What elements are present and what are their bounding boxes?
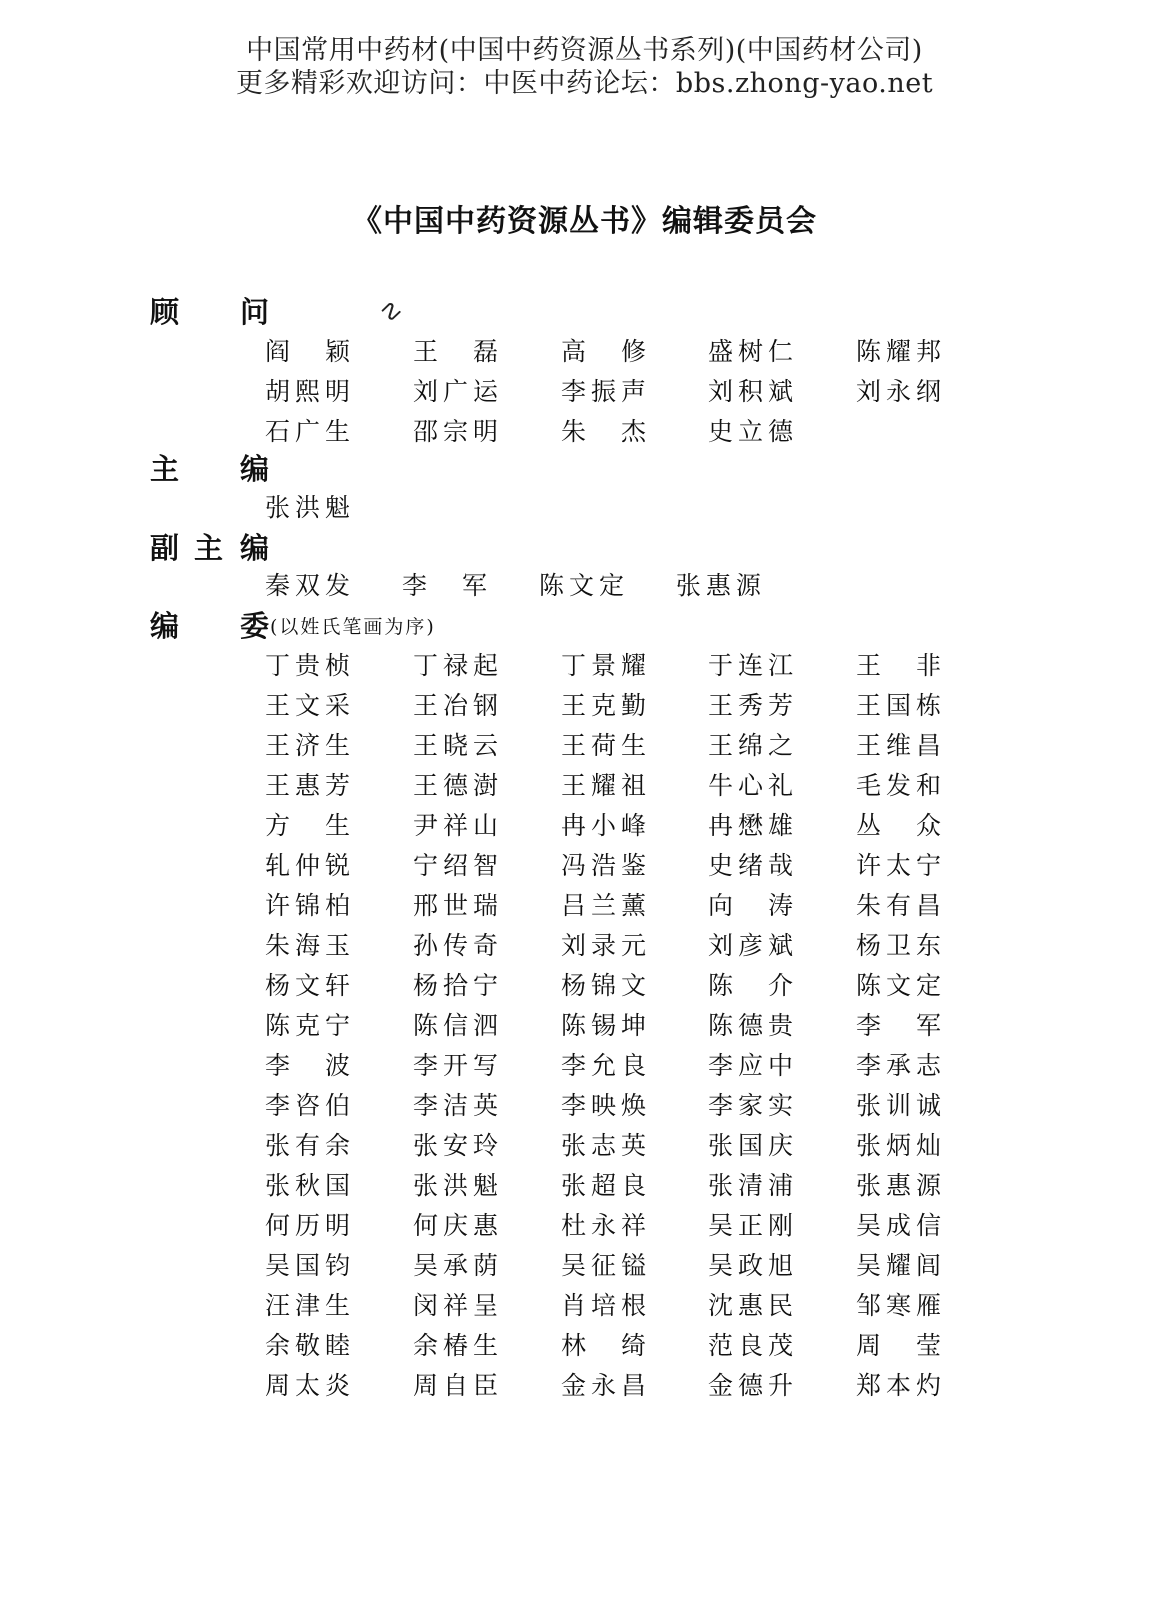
member-name: 李开写 bbox=[413, 1051, 504, 1080]
member-name: 陈耀邦 bbox=[856, 337, 947, 366]
member-name: 李洁英 bbox=[413, 1091, 504, 1120]
member-name: 王秀芳 bbox=[708, 691, 799, 720]
member-name: 张训诚 bbox=[856, 1091, 947, 1120]
member-name: 张洪魁 bbox=[413, 1171, 504, 1200]
member-name: 宁绍智 bbox=[413, 851, 504, 880]
member-name: 陈信泗 bbox=[413, 1011, 504, 1040]
member-name: 刘录元 bbox=[561, 931, 652, 960]
member-name: 张洪魁 bbox=[265, 493, 356, 522]
member-name: 张国庆 bbox=[708, 1131, 799, 1160]
member-name: 石广生 bbox=[265, 417, 356, 446]
member-name: 李振声 bbox=[561, 377, 652, 406]
member-name: 陈锡坤 bbox=[561, 1011, 652, 1040]
member-name: 张惠源 bbox=[856, 1171, 947, 1200]
member-name: 何庆惠 bbox=[413, 1211, 504, 1240]
member-name: 王晓云 bbox=[413, 731, 504, 760]
member-name: 张志英 bbox=[561, 1131, 652, 1160]
member-name: 许太宁 bbox=[856, 851, 947, 880]
member-name: 杨拾宁 bbox=[413, 971, 504, 1000]
member-name: 朱 杰 bbox=[561, 417, 652, 446]
heading-char: 编 bbox=[150, 609, 180, 643]
member-name: 许锦柏 bbox=[265, 891, 356, 920]
member-name: 李 波 bbox=[265, 1051, 356, 1080]
member-name: 朱有昌 bbox=[856, 891, 947, 920]
member-name: 牛心礼 bbox=[708, 771, 799, 800]
member-name: 李承志 bbox=[856, 1051, 947, 1080]
member-name: 吴正刚 bbox=[708, 1211, 799, 1240]
member-name: 杨锦文 bbox=[561, 971, 652, 1000]
member-name: 丁贵桢 bbox=[265, 651, 356, 680]
member-name: 张惠源 bbox=[675, 571, 766, 600]
member-name: 陈克宁 bbox=[265, 1011, 356, 1040]
member-name: 张秋国 bbox=[265, 1171, 356, 1200]
member-name: 王德澍 bbox=[413, 771, 504, 800]
member-name: 刘积斌 bbox=[708, 377, 799, 406]
member-name: 李家实 bbox=[708, 1091, 799, 1120]
heading-char: 主 bbox=[194, 531, 224, 565]
member-name: 吴承荫 bbox=[413, 1251, 504, 1280]
member-name: 陈文定 bbox=[538, 571, 629, 600]
member-name: 轧仲锐 bbox=[265, 851, 356, 880]
member-name: 李映焕 bbox=[561, 1091, 652, 1120]
member-name: 王荷生 bbox=[561, 731, 652, 760]
member-name: 于连江 bbox=[708, 651, 799, 680]
member-name: 王绵之 bbox=[708, 731, 799, 760]
member-name: 冯浩鉴 bbox=[561, 851, 652, 880]
page-title: 《中国中药资源丛书》编辑委员会 bbox=[352, 204, 817, 239]
member-name: 陈德贵 bbox=[708, 1011, 799, 1040]
member-name: 吴成信 bbox=[856, 1211, 947, 1240]
chief-editor-names bbox=[265, 488, 389, 524]
scan-mark-icon: ☡ bbox=[377, 296, 407, 329]
heading-char: 问 bbox=[240, 295, 270, 329]
member-name: 张清浦 bbox=[708, 1171, 799, 1200]
member-name: 范良茂 bbox=[708, 1331, 799, 1360]
member-name: 李 军 bbox=[401, 571, 492, 600]
member-name: 刘彦斌 bbox=[708, 931, 799, 960]
member-name: 孙传奇 bbox=[413, 931, 504, 960]
member-name: 何历明 bbox=[265, 1211, 356, 1240]
member-name: 盛树仁 bbox=[708, 337, 799, 366]
member-name: 金永昌 bbox=[561, 1371, 652, 1400]
member-name: 李咨伯 bbox=[265, 1091, 356, 1120]
member-name: 李允良 bbox=[561, 1051, 652, 1080]
member-name: 王维昌 bbox=[856, 731, 947, 760]
member-name: 冉懋雄 bbox=[708, 811, 799, 840]
ordering-note: (以姓氏笔画为序) bbox=[270, 616, 436, 638]
member-name: 尹祥山 bbox=[413, 811, 504, 840]
member-name: 秦双发 bbox=[265, 571, 356, 600]
member-name: 丁景耀 bbox=[561, 651, 652, 680]
header-line-1: 中国常用中药材(中国中药资源丛书系列)(中国药材公司) bbox=[246, 35, 923, 66]
member-name: 汪津生 bbox=[265, 1291, 356, 1320]
member-name: 肖培根 bbox=[561, 1291, 652, 1320]
member-name: 张有余 bbox=[265, 1131, 356, 1160]
member-name: 沈惠民 bbox=[708, 1291, 799, 1320]
member-name: 余椿生 bbox=[413, 1331, 504, 1360]
member-name: 邵宗明 bbox=[413, 417, 504, 446]
member-name: 王国栋 bbox=[856, 691, 947, 720]
member-name: 向 涛 bbox=[708, 891, 799, 920]
member-name: 周太炎 bbox=[265, 1371, 356, 1400]
member-name: 史立德 bbox=[708, 417, 799, 446]
member-name: 陈文定 bbox=[856, 971, 947, 1000]
member-name: 吴耀闾 bbox=[856, 1251, 947, 1280]
member-name: 张超良 bbox=[561, 1171, 652, 1200]
member-name: 周自臣 bbox=[413, 1371, 504, 1400]
member-name: 丛 众 bbox=[856, 811, 947, 840]
member-name: 张安玲 bbox=[413, 1131, 504, 1160]
member-name: 阎 颖 bbox=[265, 337, 356, 366]
member-name: 王济生 bbox=[265, 731, 356, 760]
member-name: 王冶钢 bbox=[413, 691, 504, 720]
member-name: 闵祥呈 bbox=[413, 1291, 504, 1320]
member-name: 李 军 bbox=[856, 1011, 947, 1040]
member-name: 丁禄起 bbox=[413, 651, 504, 680]
heading-char: 主 bbox=[150, 452, 180, 486]
member-name: 高 修 bbox=[561, 337, 652, 366]
member-name: 史绪哉 bbox=[708, 851, 799, 880]
member-name: 金德升 bbox=[708, 1371, 799, 1400]
header-line-2: 更多精彩欢迎访问：中医中药论坛：bbs.zhong-yao.net bbox=[235, 68, 934, 99]
member-name: 吴国钧 bbox=[265, 1251, 356, 1280]
member-name: 冉小峰 bbox=[561, 811, 652, 840]
member-name: 余敬睦 bbox=[265, 1331, 356, 1360]
member-name: 郑本灼 bbox=[856, 1371, 947, 1400]
heading-char: 委 bbox=[240, 609, 270, 643]
member-name: 林 绮 bbox=[561, 1331, 652, 1360]
member-name: 王惠芳 bbox=[265, 771, 356, 800]
deputy-editor-names bbox=[265, 566, 800, 602]
member-name: 刘永纲 bbox=[856, 377, 947, 406]
heading-char: 编 bbox=[240, 531, 270, 565]
member-name: 王耀祖 bbox=[561, 771, 652, 800]
member-name: 吴政旭 bbox=[708, 1251, 799, 1280]
member-name: 吕兰薰 bbox=[561, 891, 652, 920]
heading-char: 副 bbox=[150, 531, 180, 565]
member-name: 王 非 bbox=[856, 651, 947, 680]
member-name: 王克勤 bbox=[561, 691, 652, 720]
member-name: 杨文轩 bbox=[265, 971, 356, 1000]
member-name: 周 莹 bbox=[856, 1331, 947, 1360]
member-name: 杜永祥 bbox=[561, 1211, 652, 1240]
member-name: 毛发和 bbox=[856, 771, 947, 800]
member-name: 杨卫东 bbox=[856, 931, 947, 960]
member-name: 张炳灿 bbox=[856, 1131, 947, 1160]
member-name: 刘广运 bbox=[413, 377, 504, 406]
heading-char: 顾 bbox=[150, 295, 180, 329]
member-name: 陈 介 bbox=[708, 971, 799, 1000]
member-name: 方 生 bbox=[265, 811, 356, 840]
member-name: 李应中 bbox=[708, 1051, 799, 1080]
member-name: 王文采 bbox=[265, 691, 356, 720]
member-name: 王 磊 bbox=[413, 337, 504, 366]
member-name: 邢世瑞 bbox=[413, 891, 504, 920]
member-name: 吴征镒 bbox=[561, 1251, 652, 1280]
member-name: 邹寒雁 bbox=[856, 1291, 947, 1320]
member-name: 胡熙明 bbox=[265, 377, 356, 406]
heading-char: 编 bbox=[240, 452, 270, 486]
member-name: 朱海玉 bbox=[265, 931, 356, 960]
